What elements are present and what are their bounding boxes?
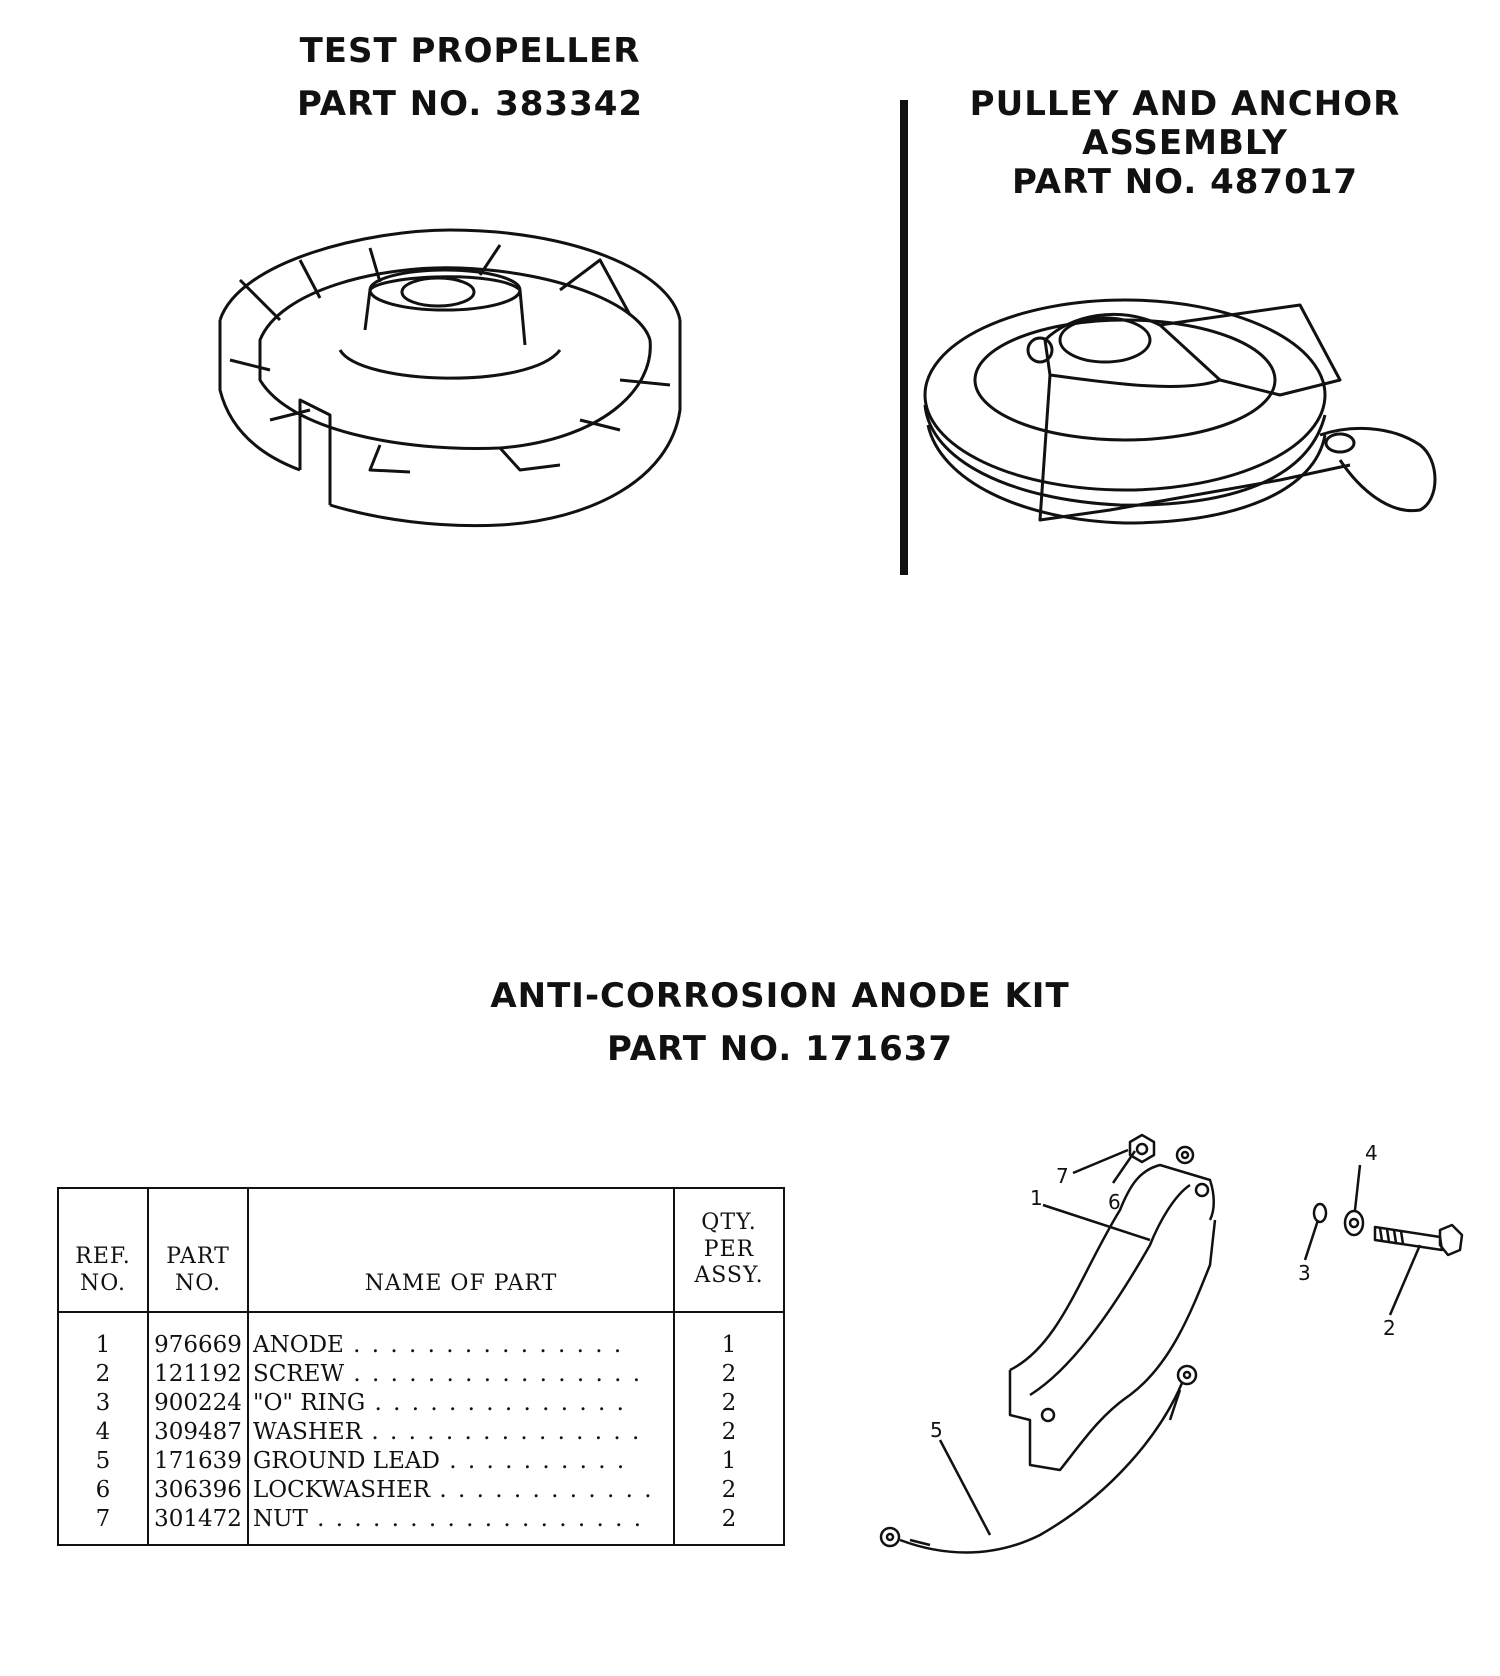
part-no-cell: 121192 xyxy=(148,1360,248,1389)
part-no-cell: 301472 xyxy=(148,1505,248,1545)
part-no-cell: 309487 xyxy=(148,1418,248,1447)
qty-cell: 2 xyxy=(674,1418,784,1447)
pulley-anchor-name-line2: ASSEMBLY xyxy=(1082,123,1288,164)
callout-2: 2 xyxy=(1383,1316,1396,1340)
part-name-cell: SCREW . . . . . . . . . . . . . . . . xyxy=(248,1360,674,1389)
part-name-cell: NUT . . . . . . . . . . . . . . . . . . xyxy=(248,1505,674,1545)
ref-no-cell: 6 xyxy=(58,1476,148,1505)
ref-no-cell: 3 xyxy=(58,1389,148,1418)
qty-cell: 2 xyxy=(674,1476,784,1505)
qty-cell: 2 xyxy=(674,1389,784,1418)
qty-per-assy-header: QTY. PER ASSY. xyxy=(674,1188,784,1312)
part-no-cell: 171639 xyxy=(148,1447,248,1476)
ref-no-cell: 7 xyxy=(58,1505,148,1545)
section-divider xyxy=(900,100,908,575)
pulley-anchor-title xyxy=(920,85,1450,202)
anode-kit-parts-table xyxy=(57,1187,785,1546)
qty-cell: 1 xyxy=(674,1447,784,1476)
name-of-part-header: NAME OF PART xyxy=(248,1188,674,1312)
qty-cell: 1 xyxy=(674,1312,784,1360)
part-name-cell: LOCKWASHER . . . . . . . . . . . . xyxy=(248,1476,674,1505)
qty-cell: 2 xyxy=(674,1505,784,1545)
test-propeller-title xyxy=(200,25,740,130)
part-no-header: PART NO. xyxy=(148,1188,248,1312)
ref-no-cell: 1 xyxy=(58,1312,148,1360)
qty-cell: 2 xyxy=(674,1360,784,1389)
table-row xyxy=(58,1418,784,1447)
part-no-cell: 306396 xyxy=(148,1476,248,1505)
table-row xyxy=(58,1447,784,1476)
callout-5: 5 xyxy=(930,1418,943,1442)
table-row xyxy=(58,1389,784,1418)
ref-no-header: REF. NO. xyxy=(58,1188,148,1312)
ref-no-cell: 4 xyxy=(58,1418,148,1447)
table-row xyxy=(58,1505,784,1545)
part-no-cell: 976669 xyxy=(148,1312,248,1360)
part-name-cell: "O" RING . . . . . . . . . . . . . . xyxy=(248,1389,674,1418)
test-propeller-part-no: PART NO. 383342 xyxy=(296,83,644,124)
ref-no-cell: 5 xyxy=(58,1447,148,1476)
anode-kit-name: ANTI-CORROSION ANODE KIT xyxy=(490,976,1070,1016)
table-row xyxy=(58,1476,784,1505)
callout-4: 4 xyxy=(1365,1141,1378,1165)
anode-kit-title xyxy=(400,970,1160,1075)
callout-3: 3 xyxy=(1298,1261,1311,1285)
part-name-cell: WASHER . . . . . . . . . . . . . . . xyxy=(248,1418,674,1447)
anode-kit-exploded-illustration xyxy=(830,1115,1470,1635)
parts-table-header-row xyxy=(58,1188,784,1312)
anode-kit-part-no: PART NO. 171637 xyxy=(606,1028,954,1069)
ref-no-cell: 2 xyxy=(58,1360,148,1389)
part-no-cell: 900224 xyxy=(148,1389,248,1418)
callout-6: 6 xyxy=(1108,1190,1121,1214)
table-row xyxy=(58,1360,784,1389)
callout-1: 1 xyxy=(1030,1186,1043,1210)
test-propeller-name: TEST PROPELLER xyxy=(299,31,641,71)
test-propeller-illustration xyxy=(200,220,700,570)
callout-7: 7 xyxy=(1056,1164,1069,1188)
pulley-anchor-part-no: PART NO. 487017 xyxy=(1011,162,1359,203)
part-name-cell: GROUND LEAD . . . . . . . . . . xyxy=(248,1447,674,1476)
table-row xyxy=(58,1312,784,1360)
pulley-anchor-illustration xyxy=(920,285,1460,555)
part-name-cell: ANODE . . . . . . . . . . . . . . . xyxy=(248,1312,674,1360)
pulley-anchor-name-line1: PULLEY AND ANCHOR xyxy=(969,84,1401,124)
